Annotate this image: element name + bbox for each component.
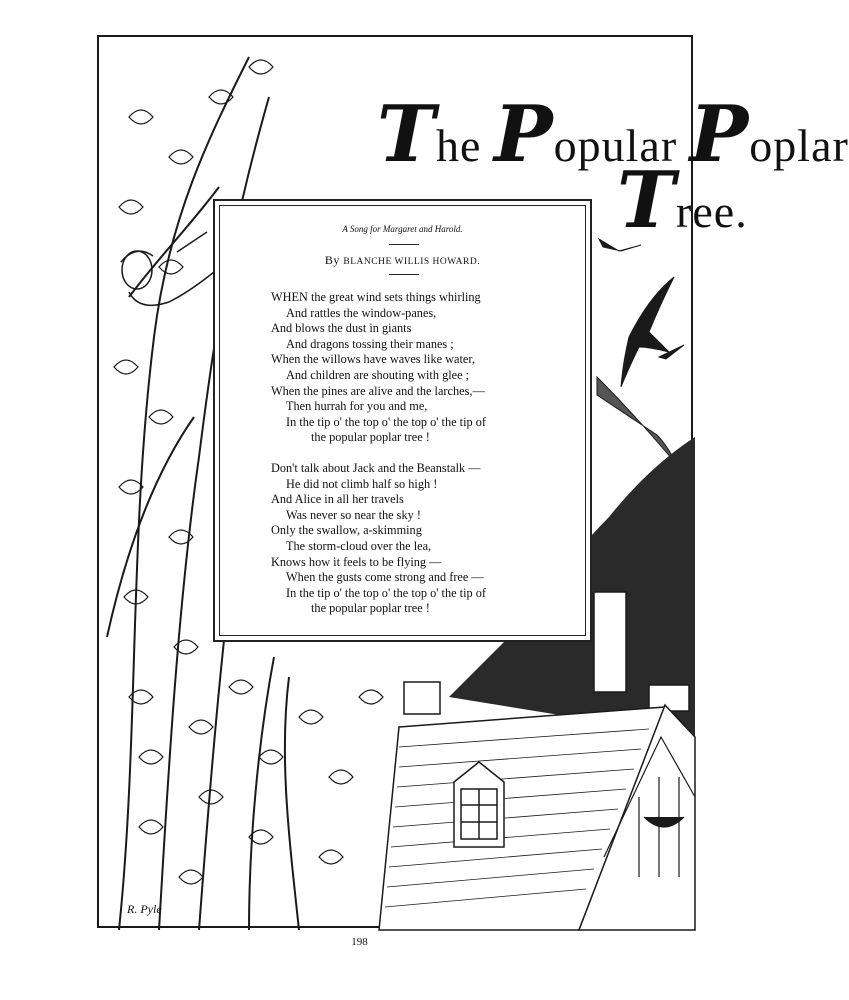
title-initial-t2: T — [617, 155, 677, 246]
poem-body — [271, 290, 581, 617]
title-initial-t: T — [377, 89, 437, 180]
poem-line: Don't talk about Jack and the Beanstalk — — [271, 460, 481, 475]
page-title-line-2: Tree. — [617, 155, 748, 246]
poem-line: And blows the dust in giants — [271, 321, 412, 336]
poem-panel — [213, 199, 592, 642]
poem-line: Knows how it feels to be flying — — [271, 554, 442, 569]
poem-line: And rattles the window-panes, — [286, 305, 437, 320]
poem-line: And children are shouting with glee ; — [286, 367, 470, 382]
poem-line: When the gusts come strong and free — — [286, 570, 484, 585]
poem-line: Only the swallow, a-skimming — [271, 523, 422, 538]
poem-line: Was never so near the sky ! — [286, 507, 421, 522]
poem-line: WHEN the great wind sets things whirling — [271, 290, 481, 304]
poem-line: In the tip o' the top o' the top o' the tip of — [286, 414, 486, 429]
poem-line: And Alice in all her travels — [271, 492, 404, 507]
poem-line: Then hurrah for you and me, — [286, 399, 428, 414]
author-byline: By BLANCHE WILLIS HOWARD. — [324, 253, 481, 267]
poem-line: The storm-cloud over the lea, — [286, 538, 432, 553]
title-initial-p2: P — [689, 89, 750, 180]
poem-line: When the pines are alive and the larches,— — [271, 383, 485, 398]
poem-line: the popular poplar tree ! — [311, 430, 430, 445]
poem-line: In the tip o' the top o' the top o' the tip of — [286, 585, 486, 600]
divider — [389, 244, 419, 245]
subtitle: A Song for Margaret and Harold. — [342, 224, 463, 234]
poem-line: the popular poplar tree ! — [311, 601, 430, 616]
poem-line: He did not climb half so high ! — [286, 476, 438, 491]
poem-line: When the willows have waves like water, — [271, 352, 476, 367]
divider — [389, 274, 419, 275]
swallows — [597, 239, 684, 465]
title-initial-p: P — [493, 89, 554, 180]
stanza-gap — [271, 446, 581, 461]
artist-signature: R. Pyle — [127, 902, 162, 916]
poem-line: And dragons tossing their manes ; — [286, 336, 454, 351]
page-number: 198 — [351, 936, 368, 948]
page-title: The Popular Poplar — [377, 89, 849, 180]
child-figure — [121, 232, 214, 305]
